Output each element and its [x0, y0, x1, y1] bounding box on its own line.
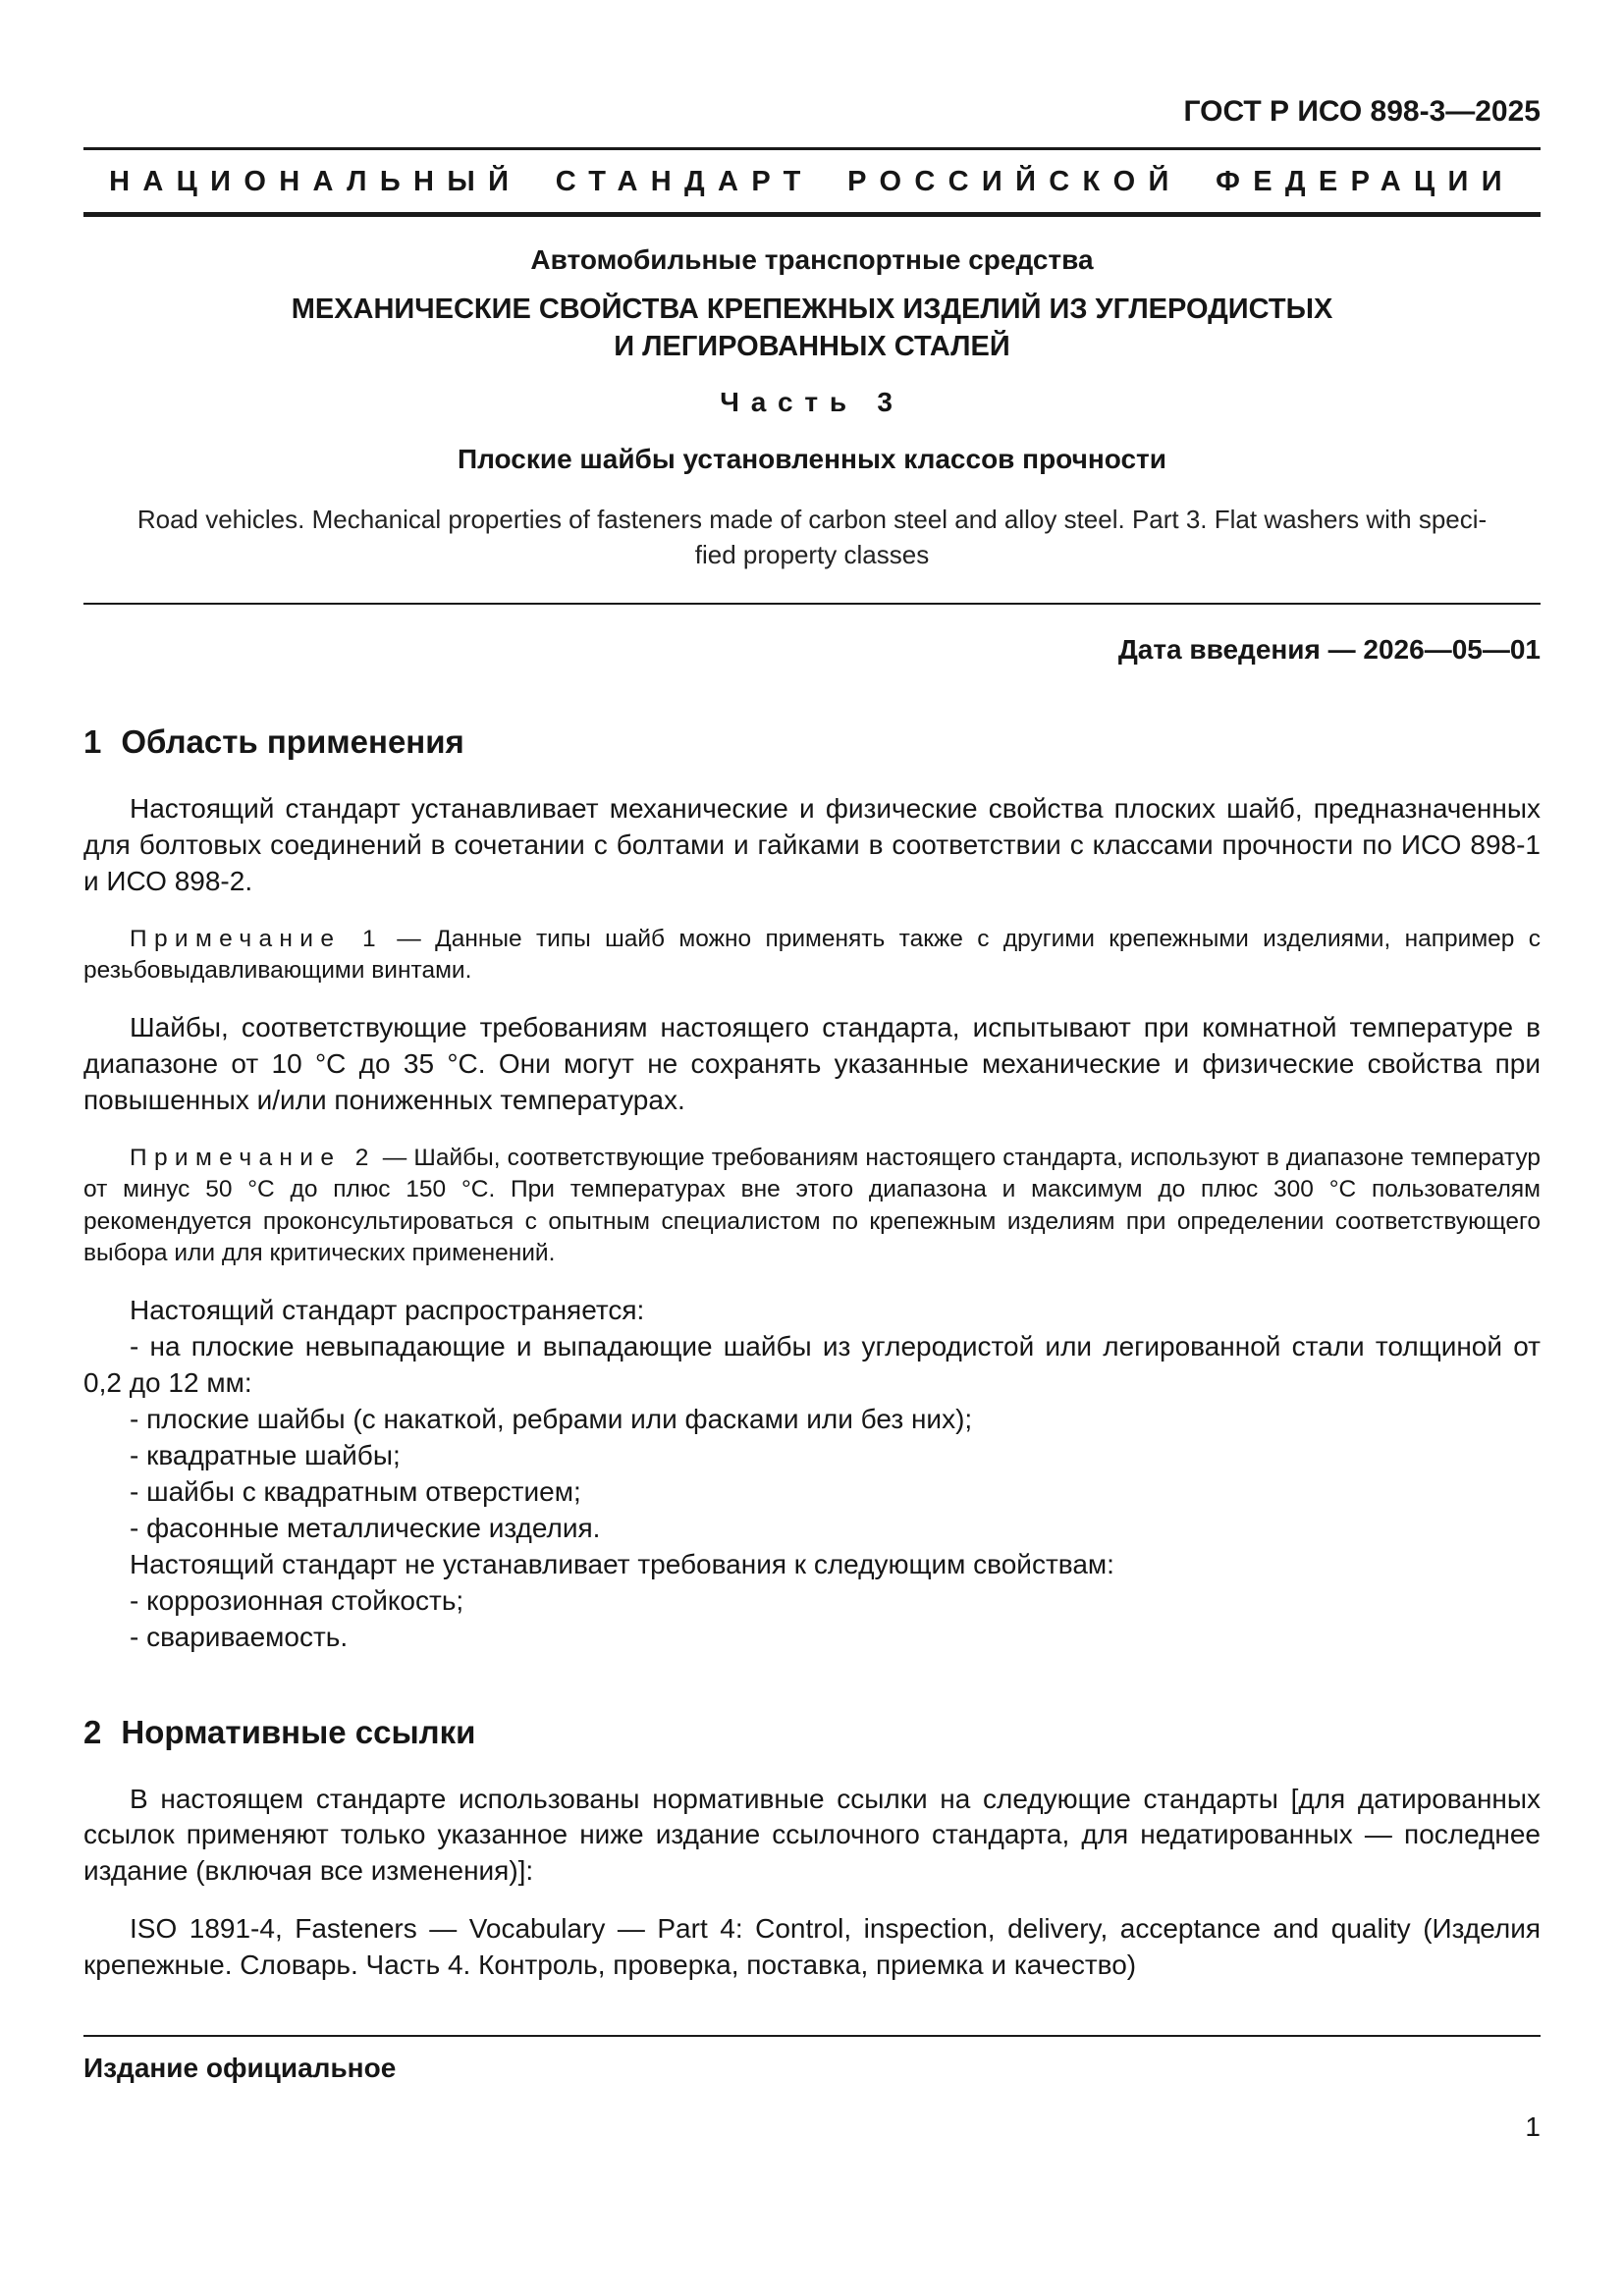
- section-2-heading: [83, 1713, 1541, 1752]
- title-separator-rule: [83, 603, 1541, 605]
- scope-list-lead-item: - на плоские невыпадающие и выпадающие шайбы из углеродистой или легированной стали толщиной от 0,2 до 12 мм:: [83, 1331, 1541, 1399]
- note-2: [83, 1143, 1541, 1269]
- exclusions-intro: Настоящий стандарт не устанавливает требования к следующим свойствам:: [130, 1549, 1114, 1580]
- scope-list-item-1: - плоские шайбы (с накаткой, ребрами или фасками или без них);: [130, 1404, 973, 1435]
- section-scope: [83, 722, 1541, 1656]
- references-intro: В настоящем стандарте использованы нормативные ссылки на следующие стандарты [для датированных ссылок применяют только указанное ниже издание ссылочного стандарта, для недатированных — последнее издание (включая все изменения)]:: [83, 1783, 1541, 1887]
- exclusion-item-2: - свариваемость.: [130, 1621, 349, 1652]
- scope-list-item-2: - квадратные шайбы;: [130, 1440, 401, 1471]
- page-number: 1: [1525, 2111, 1541, 2143]
- document-header: [83, 94, 1541, 217]
- section-2-title: Нормативные ссылки: [121, 1713, 476, 1750]
- footer-rule: [83, 2035, 1541, 2037]
- document-title-line-1: МЕХАНИЧЕСКИЕ СВОЙСТВА КРЕПЕЖНЫХ ИЗДЕЛИЙ ИЗ УГЛЕРОДИСТЫХ: [291, 294, 1333, 325]
- document-title-english: [83, 503, 1541, 573]
- title-block: [83, 244, 1541, 573]
- doc-code: ГОСТ Р ИСО 898-3—2025: [1183, 95, 1541, 128]
- note-2-text: — Шайбы, соответствующие требованиям настоящего стандарта, используют в диапазоне температур от минус 50 °С до плюс 150 °С. При температурах вне этого диапазона и максимум до плюс 300 °С пользователям рекомендуется проконсультироваться с опытным специалистом по крепежным изделиям при определении соответствующего выбора или для критических применений.: [83, 1145, 1541, 1267]
- header-rule-bottom: [83, 212, 1541, 217]
- document-subtitle: Плоские шайбы установленных классов прочности: [458, 444, 1166, 475]
- section-normative-references: [83, 1713, 1541, 1984]
- reference-item-iso-1891-4: ISO 1891-4, Fasteners — Vocabulary — Part 4: Control, inspection, delivery, acceptance and quality (Изделия крепежные. Словарь. Часть 4. Контроль, проверка, поставка, приемка и качество): [83, 1913, 1541, 1981]
- document-title-english-line-2: fied property classes: [694, 540, 930, 570]
- section-1-heading: [83, 722, 1541, 762]
- section-2-number: 2: [83, 1713, 102, 1750]
- exclusion-item-1: - коррозионная стойкость;: [130, 1585, 464, 1617]
- document-title-line-2: И ЛЕГИРОВАННЫХ СТАЛЕЙ: [614, 330, 1010, 362]
- note-1-text: — Данные типы шайб можно применять также с другими крепежными изделиями, например с резьбовыдавливающими винтами.: [83, 925, 1541, 984]
- page-footer: [83, 2035, 1541, 2143]
- edition-note: Издание официальное: [83, 2053, 397, 2084]
- effective-date: Дата введения — 2026—05—01: [1117, 634, 1541, 666]
- document-title: [83, 292, 1541, 365]
- document-title-english-line-1: Road vehicles. Mechanical properties of fasteners made of carbon steel and alloy steel. Part 3. Flat washers with speci-: [136, 505, 1488, 535]
- scope-list-intro: Настоящий стандарт распространяется:: [130, 1295, 645, 1326]
- note-1-label: Примечание 1: [130, 925, 383, 952]
- section-1-number: 1: [83, 723, 102, 761]
- note-1: [83, 924, 1541, 988]
- scope-list-item-4: - фасонные металлические изделия.: [130, 1513, 601, 1544]
- note-2-label: Примечание 2: [130, 1145, 376, 1172]
- document-subject: Автомобильные транспортные средства: [530, 244, 1094, 275]
- national-standard-title: НАЦИОНАЛЬНЫЙ СТАНДАРТ РОССИЙСКОЙ ФЕДЕРАЦИИ: [109, 166, 1515, 197]
- part-label: Часть 3: [720, 387, 904, 418]
- scope-list-item-3: - шайбы с квадратным отверстием;: [130, 1476, 581, 1508]
- section-1-title: Область применения: [121, 723, 464, 761]
- header-rule-top: [83, 147, 1541, 150]
- scope-paragraph-1: Настоящий стандарт устанавливает механические и физические свойства плоских шайб, предназначенных для болтовых соединений в сочетании с болтами и гайками в соответствии с классами прочности по ИСО 898-1 и ИСО 898-2.: [83, 792, 1541, 896]
- scope-paragraph-2: Шайбы, соответствующие требованиям настоящего стандарта, испытывают при комнатной температуре в диапазоне от 10 °С до 35 °С. Они могут не сохранять указанные механические и физические свойства при повышенных и/или пониженных температурах.: [83, 1012, 1541, 1116]
